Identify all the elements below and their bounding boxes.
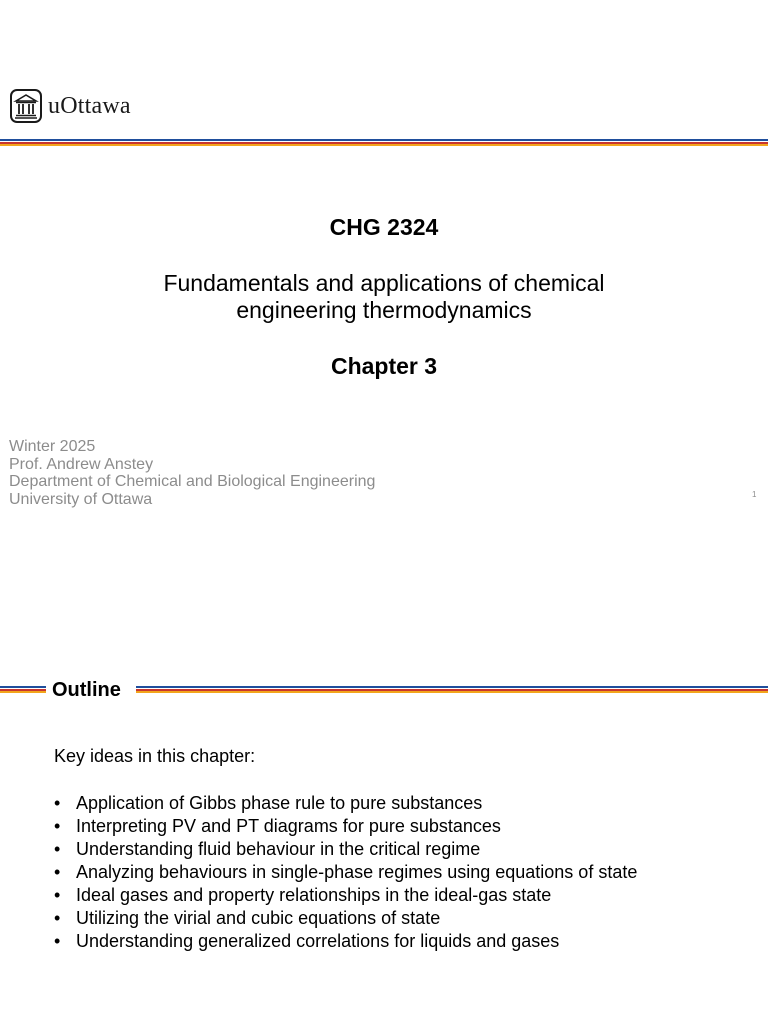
page-number: 1 [752,490,757,499]
credit-professor: Prof. Andrew Anstey [9,455,154,473]
outline-title: Outline [46,678,127,702]
bullet-glyph: • [54,885,61,905]
chapter-label: Chapter 3 [330,353,438,379]
list-item [54,884,637,907]
list-item-text: Application of Gibbs phase rule to pure substances [76,793,483,813]
credit-university: University of Ottawa [9,490,153,508]
outline-slide [0,640,768,1024]
list-item [54,792,637,815]
list-item-text: Ideal gases and property relationships in the ideal-gas state [76,885,552,905]
list-item-text: Utilizing the virial and cubic equations of state [76,908,441,928]
university-building-icon [10,89,42,123]
list-item-text: Interpreting PV and PT diagrams for pure substances [76,816,501,836]
uottawa-logo [10,86,131,126]
list-item-text: Analyzing behaviours in single-phase regimes using equations of state [76,862,638,882]
bullet-glyph: • [54,908,61,928]
course-code: CHG 2324 [329,214,439,240]
outline-rule-left [0,686,46,693]
outline-intro: Key ideas in this chapter: [54,746,256,766]
logo-wordmark: uOttawa [48,92,131,119]
header-rule [0,139,768,146]
list-item [54,838,637,861]
bullet-glyph: • [54,931,61,951]
list-item-text: Understanding generalized correlations for liquids and gases [76,931,560,951]
list-item [54,930,637,953]
credit-department: Department of Chemical and Biological Engineering [9,473,376,490]
list-item [54,861,637,884]
course-title [0,270,768,324]
outline-rule-right [136,686,768,693]
credit-term: Winter 2025 [9,438,96,455]
list-item-text: Understanding fluid behaviour in the critical regime [76,839,481,859]
outline-bullet-list [54,792,637,953]
list-item [54,815,637,838]
course-title-line-1: Fundamentals and applications of chemical [163,270,605,296]
bullet-glyph: • [54,793,61,813]
credits-block [9,438,375,508]
bullet-glyph: • [54,839,61,859]
bullet-glyph: • [54,816,61,836]
bullet-glyph: • [54,862,61,882]
list-item [54,907,637,930]
course-title-line-2: engineering thermodynamics [236,297,532,323]
